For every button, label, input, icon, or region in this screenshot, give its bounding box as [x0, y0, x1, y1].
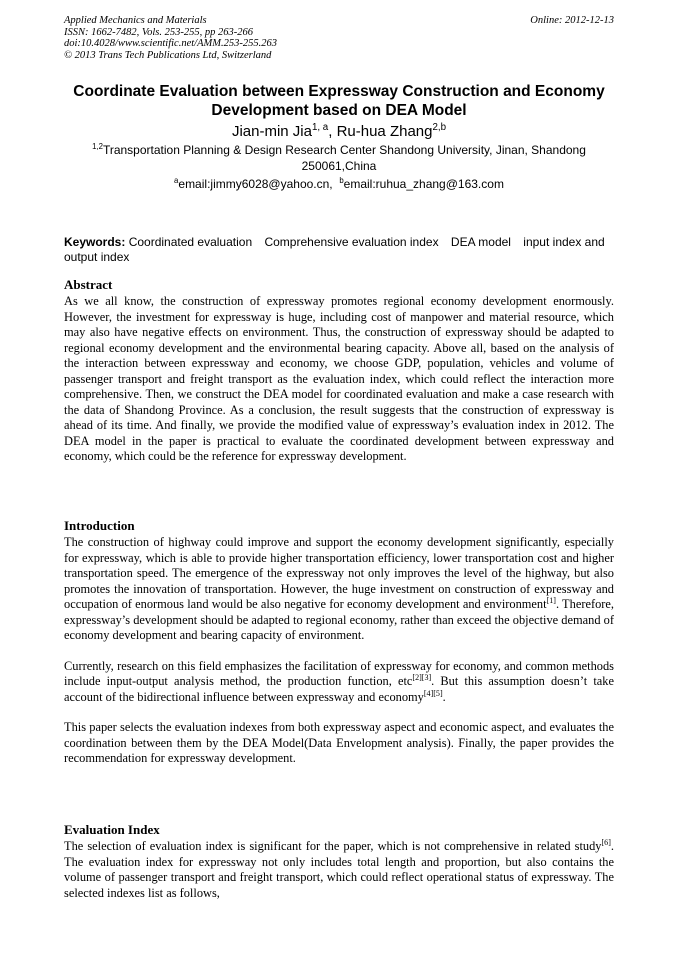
introduction-section [64, 518, 614, 767]
title-line-1: Coordinate Evaluation between Expressway Construction and Economy [73, 83, 605, 100]
issn-line: ISSN: 1662-7482, Vols. 253-255, pp 263-266 [64, 26, 253, 38]
abstract-section [64, 277, 614, 465]
abstract-heading: Abstract [64, 277, 113, 292]
citation-ref[interactable]: [6] [601, 837, 611, 847]
introduction-heading: Introduction [64, 518, 135, 533]
intro-p2-text: . But this assumption doesn’t take account of the bidirectional influence between expressway and economy [64, 674, 614, 704]
affiliation-text: Transportation Planning & Design Research Center Shandong University, Jinan, Shandong 250061,China [102, 143, 586, 173]
abstract-text: As we all know, the construction of expressway promotes regional economy development enormously. However, the investment for expressway is huge, including cost of manpower and material resource, which may also have negative effects on environment. Thus, the construction of expressway should be adapted to regional economy development and the environmental bearing capacity. Above all, based on the analysis of the interaction between expressway and economy, we choose GDP, population, vehicles and volume of passenger transport and freight transport as the evaluation index, which could reflect the interaction more comprehensive. Then, we construct the DEA model for coordinated evaluation and make a case research with the data of Shandong Province. As a conclusion, the result suggests that the construction of expressway is ahead of its time. And finally, we provide the modified value of expressway’s evaluation index in 2012. The DEA model in the paper is practical to evaluate the coordinated development between expressway and economy, which could be the reference for expressway development. [64, 294, 614, 463]
intro-paragraph-3: This paper selects the evaluation indexes from both expressway aspect and economic aspect, and evaluates the coordination between them by the DEA Model(Data Envelopment analysis). Finally, the paper provides the recommendation for expressway development. [64, 720, 614, 765]
citation-ref[interactable]: [1] [546, 595, 556, 605]
affiliation-sup: 1,2 [92, 142, 103, 151]
keyword: Comprehensive evaluation index [264, 235, 439, 249]
online-date: Online: 2012-12-13 [530, 15, 614, 26]
eval-paragraph-1 [64, 839, 614, 901]
author-list [40, 123, 638, 141]
keywords-label: Keywords: [64, 235, 126, 249]
author-2-affil: 2,b [432, 122, 447, 133]
journal-name: Applied Mechanics and Materials [64, 15, 207, 26]
intro-p1-text: . Therefore, expressway’s development should be adapted to regional economy, rather than exceed the objective demand of economy development and bearing capacity of environment. [64, 597, 614, 642]
keywords-block [64, 235, 614, 265]
keyword: Coordinated evaluation [128, 235, 253, 249]
email-b-sup: b [339, 176, 344, 185]
author-1: Jian-min Jia [231, 123, 312, 140]
email-a-sup: a [174, 176, 179, 185]
affiliation [60, 142, 618, 174]
intro-paragraph-1 [64, 535, 614, 644]
citation-ref[interactable]: [4][5] [423, 688, 443, 698]
author-separator: , [328, 123, 337, 140]
evaluation-index-heading: Evaluation Index [64, 822, 160, 837]
copyright-line: © 2013 Trans Tech Publications Ltd, Switzerland [64, 49, 272, 61]
keyword: DEA model [450, 235, 511, 249]
eval-p1-text: The selection of evaluation index is significant for the paper, which is not comprehensive in related study [64, 839, 602, 853]
keyword: input index and output index [64, 235, 605, 264]
intro-p2-text: Currently, research on this field emphasizes the facilitation of expressway for economy, and common methods include input-output analysis method, the production function, etc [64, 658, 614, 688]
eval-p1-text: . The evaluation index for expressway not only includes total length and proportion, but also contains the volume of passenger transport and freight transport, which could reflect operational status of expressway. The selected indexes list as follows, [64, 839, 614, 900]
citation-ref[interactable]: [2][3] [412, 672, 432, 682]
author-1-affil: 1, a [311, 122, 329, 133]
email-a[interactable]: email:jimmy6028@yahoo.cn, [178, 177, 333, 191]
intro-p1-text: The construction of highway could improve and support the economy development significantly, especially for expressway, which is able to provide higher transportation efficiency, lower transportation cost and higher transportation speed. The emergence of the expressway not only improves the level of the highway, but also promotes the innovation of transportation. However, the huge investment on construction of expressway and occupation of enormous land would be also negative for economy development and environment [64, 535, 614, 611]
doi-line: doi:10.4028/www.scientific.net/AMM.253-255.263 [64, 38, 277, 49]
title-line-2: Development based on DEA Model [211, 102, 467, 119]
journal-header [64, 15, 444, 61]
author-2: Ru-hua Zhang [336, 123, 433, 140]
email-b[interactable]: email:ruhua_zhang@163.com [343, 177, 504, 191]
intro-p2-text: . [442, 689, 446, 704]
author-emails [40, 176, 638, 192]
evaluation-index-section [64, 822, 614, 901]
paper-title [40, 82, 638, 120]
intro-paragraph-2 [64, 659, 614, 706]
